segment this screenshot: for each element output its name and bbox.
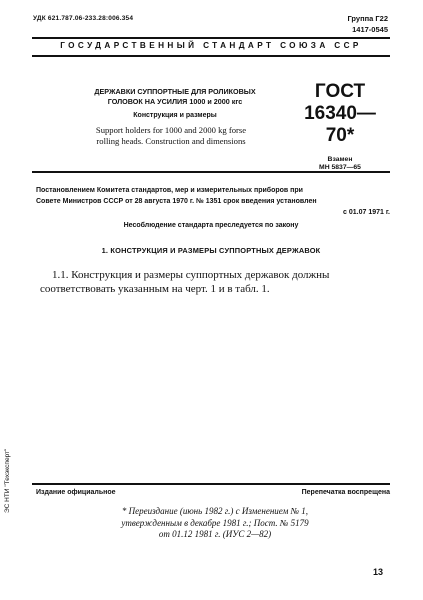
footer-rule bbox=[32, 483, 390, 485]
top-rule bbox=[32, 37, 390, 39]
title-en-line: Support holders for 1000 and 2000 kg forse bbox=[95, 125, 247, 135]
banner-rule bbox=[32, 55, 390, 57]
title-line: ДЕРЖАВКИ СУППОРТНЫЕ ДЛЯ РОЛИКОВЫХ bbox=[94, 87, 256, 96]
note-line: * Переиздание (июнь 1982 г.) с Изменением № 1, bbox=[121, 506, 309, 516]
udc-code: УДК 621.787.06-233.28:006.354 bbox=[33, 15, 134, 22]
reissue-note bbox=[80, 506, 350, 541]
note-line: утвержденным в декабре 1981 г.; Пост. № 5179 bbox=[121, 517, 309, 528]
title-en-line: rolling heads. Construction and dimensions bbox=[96, 135, 246, 146]
official-edition: Издание официальное bbox=[36, 489, 116, 496]
section-heading: 1. КОНСТРУКЦИЯ И РАЗМЕРЫ СУППОРТНЫХ ДЕРЖАВОК bbox=[101, 246, 321, 255]
gost-number: 16340—70* bbox=[304, 102, 376, 146]
clause-1-1 bbox=[40, 268, 390, 297]
title-english bbox=[62, 125, 280, 146]
gost-designation bbox=[290, 82, 390, 173]
replaces-line: Взамен bbox=[327, 155, 353, 163]
clause-line: 1.1. Конструкция и размеры суппортных державок должны bbox=[52, 269, 330, 281]
decree-line: Совете Министров СССР от 28 августа 1970 г. № 1351 срок введения установлен bbox=[36, 198, 317, 206]
reprint-prohibited: Перепечатка воспрещена bbox=[301, 489, 390, 496]
title-line: ГОЛОВОК НА УСИЛИЯ 1000 и 2000 кгс bbox=[107, 96, 243, 106]
title-rule bbox=[32, 171, 390, 173]
replaces-line: МН 5837—65 bbox=[319, 164, 361, 172]
decree-line: Постановлением Комитета стандартов, мер и измерительных приборов при bbox=[36, 187, 303, 194]
group-line: 1417-0545 bbox=[352, 25, 388, 35]
decree-line: с 01.07 1971 г. bbox=[343, 209, 390, 217]
group-code bbox=[333, 13, 388, 36]
side-stamp: ЭС НТИ "Техэксперт" bbox=[4, 448, 11, 513]
decree-text bbox=[36, 185, 390, 219]
page-number: 13 bbox=[373, 567, 384, 577]
gost-label: ГОСТ bbox=[314, 81, 366, 102]
title-russian bbox=[70, 87, 280, 106]
subtitle-russian: Конструкция и размеры bbox=[133, 112, 217, 119]
clause-line: соответствовать указанным на черт. 1 и в табл. 1. bbox=[40, 283, 270, 296]
law-notice: Несоблюдение стандарта преследуется по закону bbox=[123, 222, 299, 229]
group-line: Группа Г22 bbox=[347, 14, 388, 23]
standard-banner: ГОСУДАРСТВЕННЫЙ СТАНДАРТ СОЮЗА ССР bbox=[60, 41, 362, 50]
note-line: от 01.12 1981 г. (ИУС 2—82) bbox=[158, 529, 272, 540]
